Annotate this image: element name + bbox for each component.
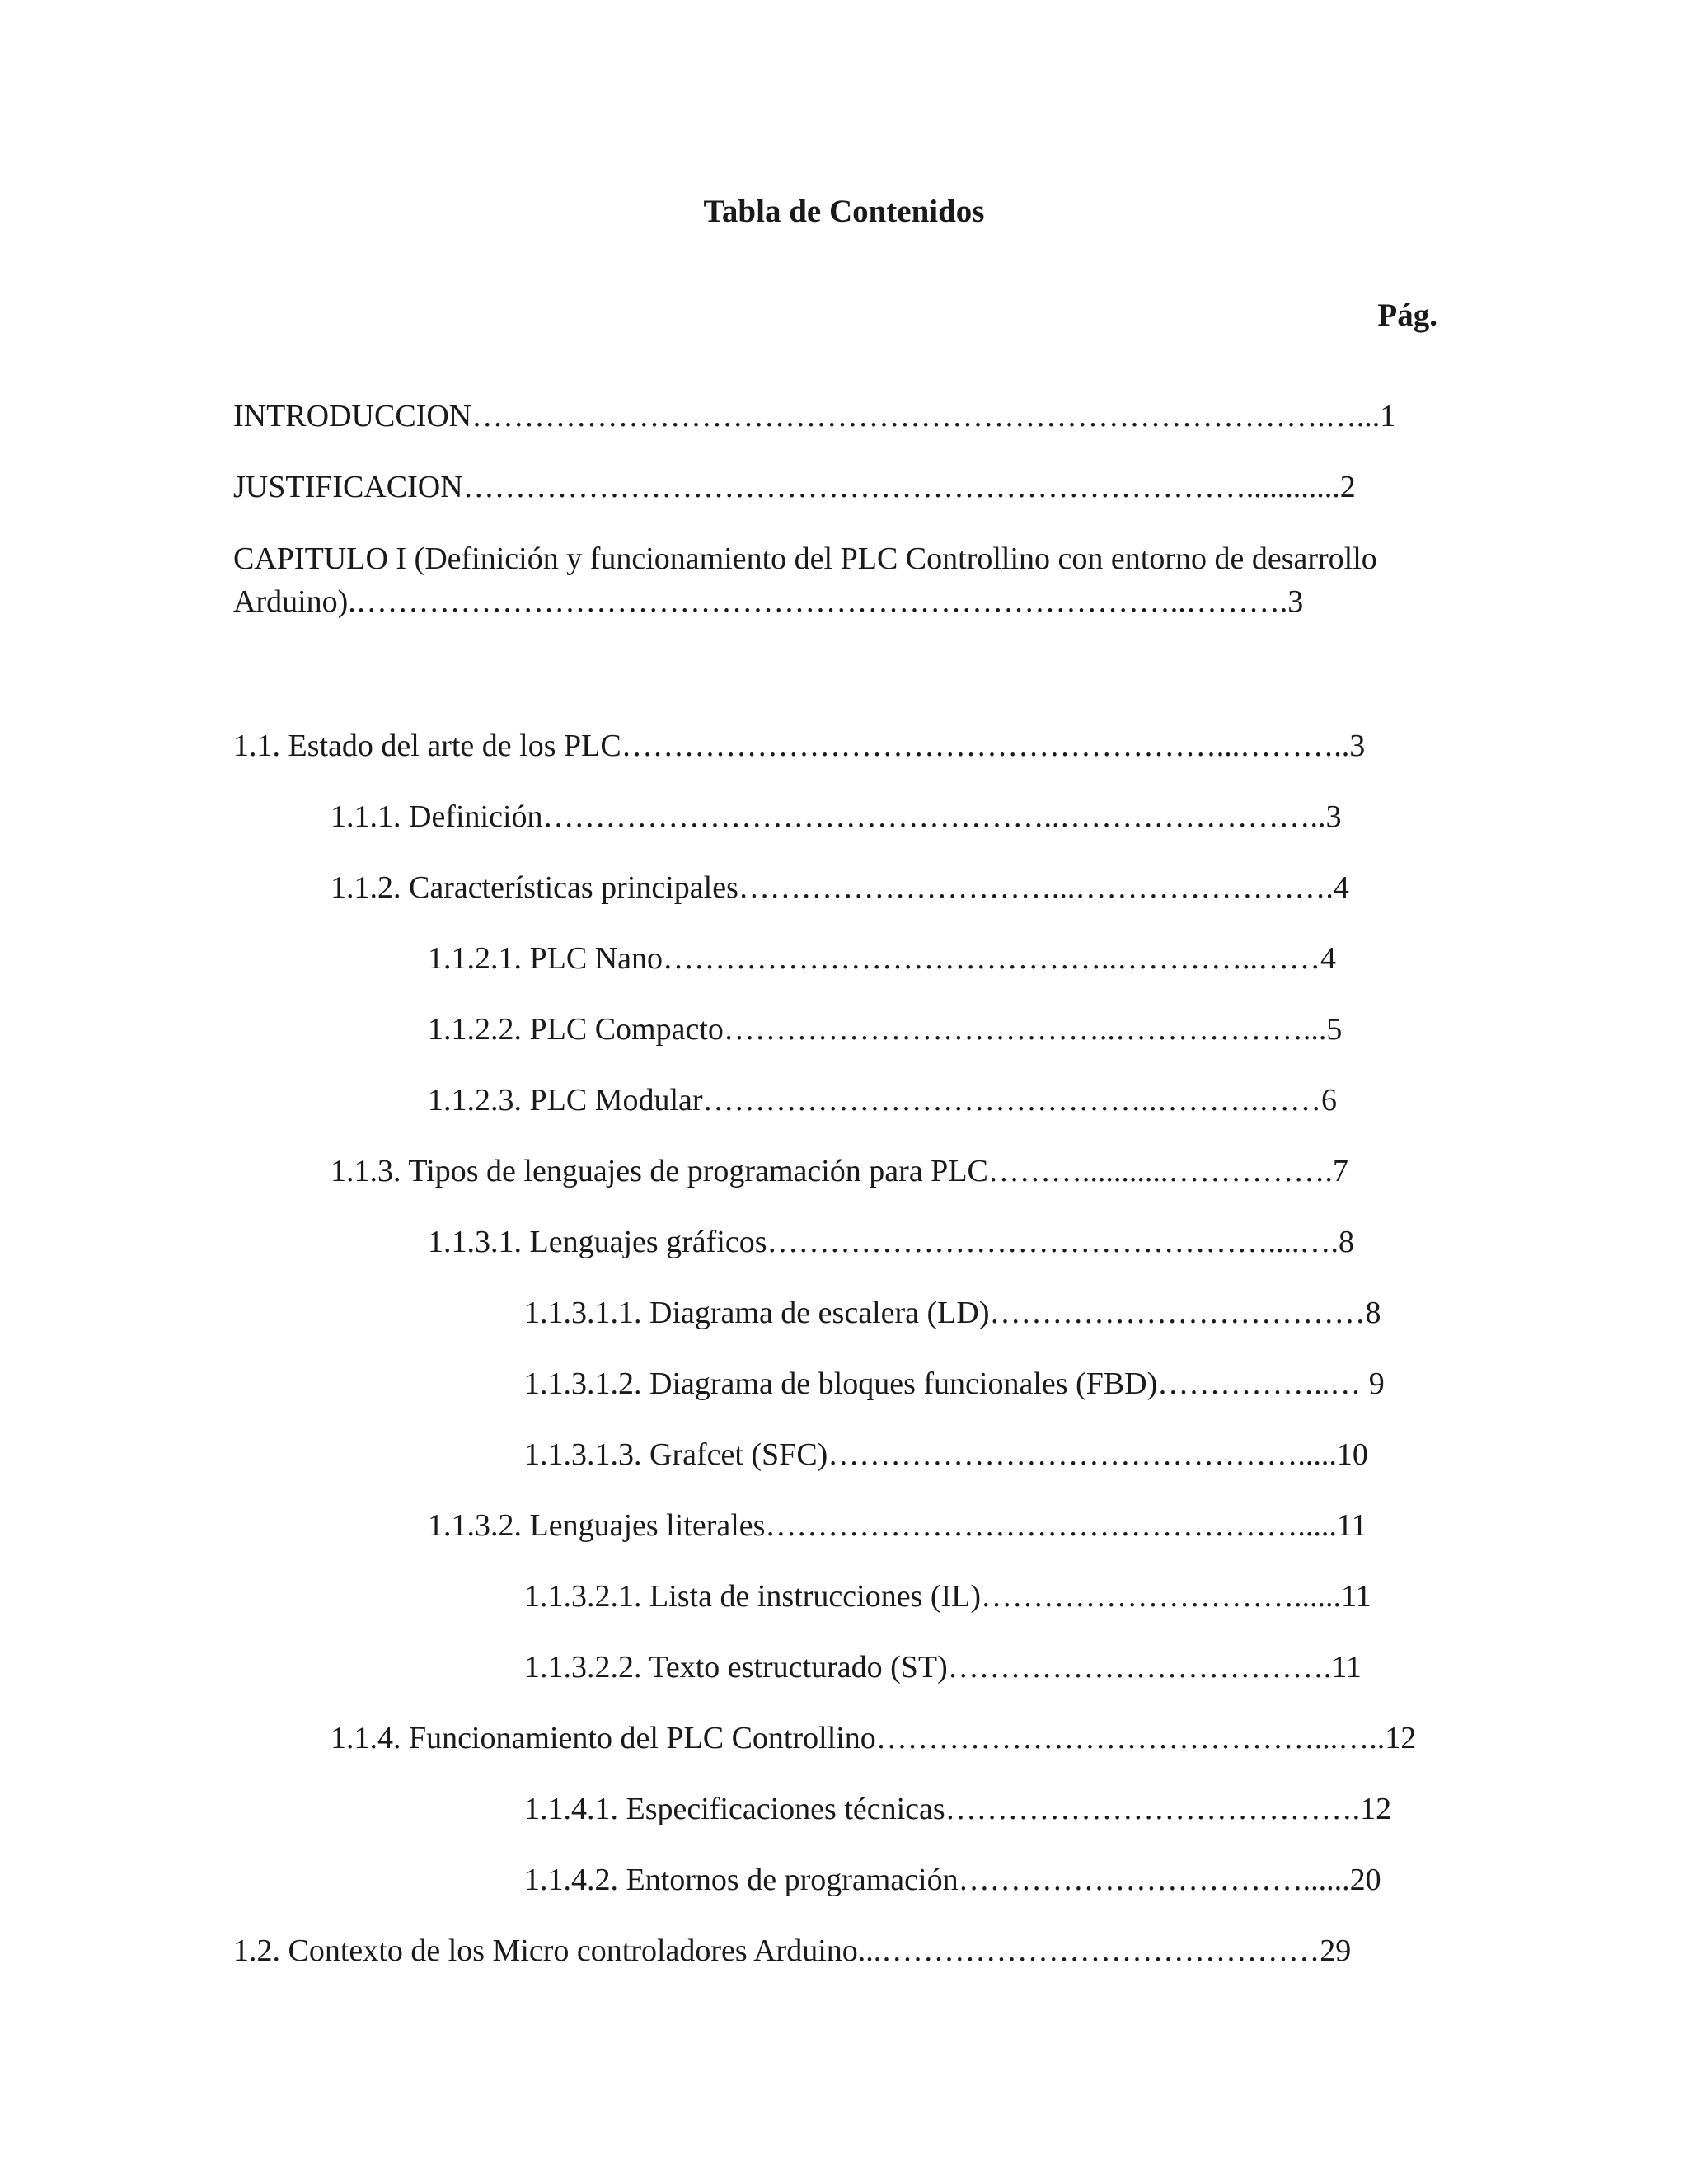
toc-entry-1-1-3-1-2[interactable] — [524, 1363, 1385, 1404]
toc-entry-text: 1.1.3.2. Lenguajes literales…………………………………………….....11 — [428, 1508, 1367, 1543]
toc-entry-justificacion[interactable] — [233, 466, 1356, 508]
toc-entry-1-1-2[interactable] — [331, 867, 1349, 908]
toc-entry-text: 1.1.3.2.2. Texto estructurado (ST)……………………………….11 — [524, 1650, 1362, 1685]
toc-entry-capitulo-i-line1[interactable] — [233, 538, 1377, 579]
toc-entry-text: 1.1.2.1. PLC Nano……………………………………..…………..……4 — [428, 941, 1336, 976]
toc-entry-1-1-2-3[interactable] — [428, 1080, 1337, 1121]
toc-entry-1-1-3-2[interactable] — [428, 1505, 1367, 1546]
toc-entry-introduccion[interactable] — [233, 396, 1395, 437]
toc-entry-text: 1.1.3. Tipos de lenguajes de programación para PLC………...........…………….7 — [331, 1154, 1348, 1188]
toc-entry-1-1-3-1-1[interactable] — [524, 1292, 1381, 1333]
toc-entry-1-1-4[interactable] — [331, 1718, 1416, 1759]
toc-entry-text: 1.1.2.2. PLC Compacto………………………………..………………...5 — [428, 1012, 1343, 1047]
toc-entry-text: 1.1.3.1.1. Diagrama de escalera (LD)………………………………8 — [524, 1296, 1381, 1330]
toc-entry-text: 1.2. Contexto de los Micro controladores Arduino...……………………………………29 — [233, 1933, 1352, 1968]
toc-entry-1-1-3[interactable] — [331, 1151, 1348, 1192]
toc-entry-text: 1.1.3.1.3. Grafcet (SFC)……………………………………….....10 — [524, 1437, 1368, 1472]
page-title: Tabla de Contenidos — [703, 194, 985, 229]
toc-entry-text: 1.1. Estado del arte de los PLC…………………………………………………...………..3 — [233, 729, 1366, 763]
toc-entry-text: 1.1.3.1.2. Diagrama de bloques funcionales (FBD)……………..… 9 — [524, 1366, 1385, 1401]
toc-entry-text: 1.1.3.2.1. Lista de instrucciones (IL)…………………………......11 — [524, 1579, 1372, 1614]
toc-entry-text: 1.1.3.1. Lenguajes gráficos…………………………………………....….8 — [428, 1225, 1355, 1259]
toc-entry-1-1-1[interactable] — [331, 796, 1342, 837]
toc-entry-1-1-4-2[interactable] — [524, 1859, 1381, 1900]
toc-entry-1-1-3-2-1[interactable] — [524, 1576, 1372, 1617]
toc-entry-1-1-3-1-3[interactable] — [524, 1434, 1368, 1475]
toc-entry-text: 1.1.4.1. Especificaciones técnicas………………………………….12 — [524, 1792, 1392, 1826]
toc-entry-1-1-3-2-2[interactable] — [524, 1647, 1362, 1688]
toc-entry-1-1[interactable] — [233, 725, 1365, 766]
toc-entry-1-1-2-2[interactable] — [428, 1009, 1342, 1050]
toc-entry-text: 1.1.2.3. PLC Modular……………………………………..……….……6 — [428, 1083, 1338, 1118]
toc-entry-text: INTRODUCCION……………………………………………………………………….…...1 — [233, 399, 1396, 434]
toc-entry-capitulo-i-line2[interactable] — [233, 581, 1303, 622]
toc-entry-text: CAPITULO I (Definición y funcionamiento del PLC Controllino con entorno de desarrollo — [233, 541, 1377, 576]
toc-entry-1-2[interactable] — [233, 1930, 1351, 1971]
page-column-label: Pág. — [1377, 298, 1437, 333]
toc-entry-1-1-3-1[interactable] — [428, 1221, 1354, 1263]
toc-entry-1-1-4-1[interactable] — [524, 1788, 1391, 1830]
toc-entry-1-1-2-1[interactable] — [428, 938, 1336, 979]
toc-entry-text: 1.1.2. Características principales…………………………...…………………….4 — [331, 870, 1349, 905]
toc-entry-text: Arduino).……………………………………………………………………..……….3 — [233, 584, 1304, 619]
toc-entry-text: 1.1.4. Funcionamiento del PLC Controllino……………………………………...…..12 — [331, 1721, 1417, 1755]
toc-entry-text: 1.1.4.2. Entornos de programación……………………………......20 — [524, 1863, 1381, 1897]
toc-entry-text: 1.1.1. Definición…………………………………………..……………………..3 — [331, 799, 1342, 834]
toc-entry-text: JUSTIFICACION…………………………………………………………………............2 — [233, 470, 1356, 504]
